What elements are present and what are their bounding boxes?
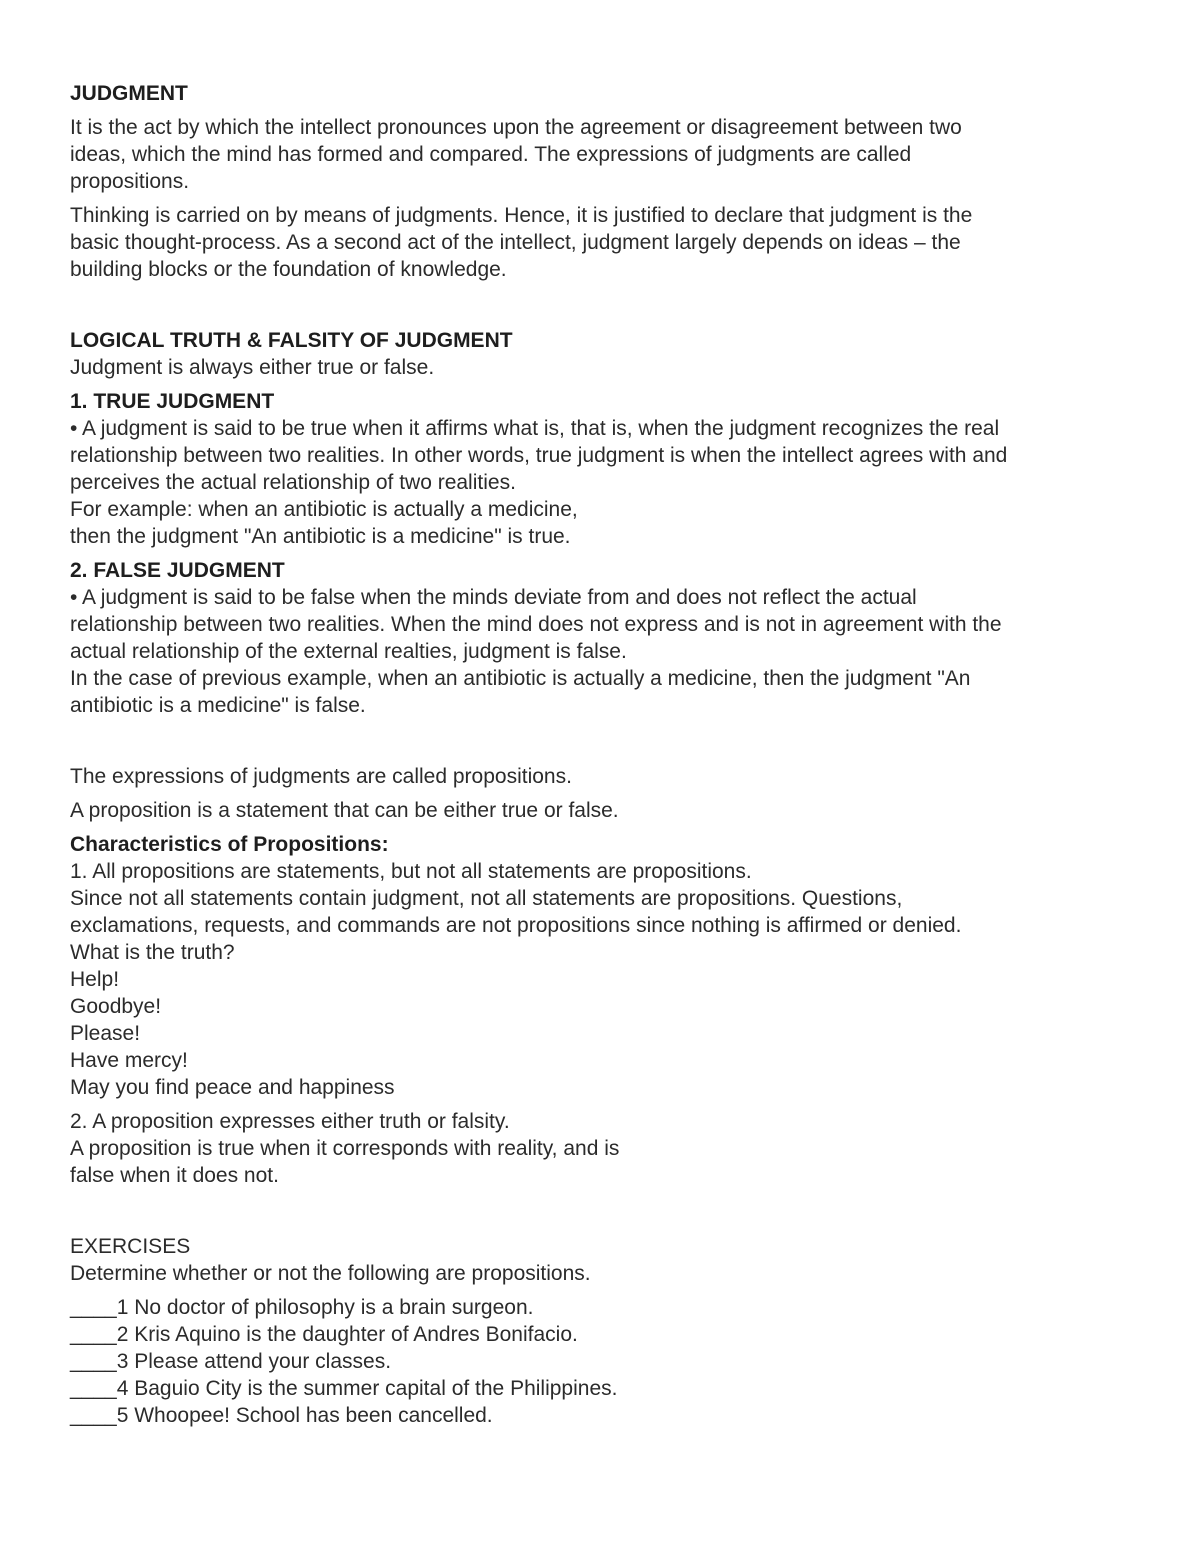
true-judgment-line: For example: when an antibiotic is actually a medicine, (70, 498, 578, 521)
false-judgment-line: actual relationship of the external realties, judgment is false. (70, 640, 627, 663)
characteristic-2-line: false when it does not. (70, 1164, 279, 1187)
characteristic-2-line: 2. A proposition expresses either truth or falsity. (70, 1110, 510, 1133)
propositions-line: The expressions of judgments are called propositions. (70, 765, 572, 788)
judgment-para1-line: propositions. (70, 170, 190, 193)
exercise-item: ____2 Kris Aquino is the daughter of Andres Bonifacio. (70, 1323, 578, 1346)
true-judgment-line: perceives the actual relationship of two realities. (70, 471, 516, 494)
true-judgment-line: then the judgment "An antibiotic is a medicine" is true. (70, 525, 571, 548)
document-page (70, 80, 1140, 1429)
logical-intro: Judgment is always either true or false. (70, 356, 435, 379)
false-judgment-line: In the case of previous example, when an antibiotic is actually a medicine, then the judgment "An (70, 667, 971, 690)
true-judgment-line: relationship between two realities. In other words, true judgment is when the intellect agrees with and (70, 444, 1008, 467)
false-judgment-heading: 2. FALSE JUDGMENT (70, 559, 285, 582)
judgment-heading: JUDGMENT (70, 82, 188, 105)
exercise-item: ____5 Whoopee! School has been cancelled. (70, 1404, 493, 1427)
exercises-heading: EXERCISES (70, 1235, 191, 1258)
exercise-item: ____1 No doctor of philosophy is a brain surgeon. (70, 1296, 534, 1319)
true-judgment-line: • A judgment is said to be true when it affirms what is, that is, when the judgment recognizes the real (70, 417, 1000, 440)
false-judgment-line: • A judgment is said to be false when the minds deviate from and does not reflect the actual (70, 586, 917, 609)
characteristic-1-example: Goodbye! (70, 995, 162, 1018)
characteristic-1-line: exclamations, requests, and commands are not propositions since nothing is affirmed or denied. (70, 914, 962, 937)
false-judgment-line: antibiotic is a medicine" is false. (70, 694, 366, 717)
judgment-para2-line: Thinking is carried on by means of judgments. Hence, it is justified to declare that judgment is the (70, 204, 973, 227)
characteristic-1-example: May you find peace and happiness (70, 1076, 395, 1099)
characteristic-2-line: A proposition is true when it corresponds with reality, and is (70, 1137, 620, 1160)
characteristic-1-example: Help! (70, 968, 120, 991)
propositions-line: A proposition is a statement that can be either true or false. (70, 799, 619, 822)
judgment-para1-line: ideas, which the mind has formed and compared. The expressions of judgments are called (70, 143, 912, 166)
judgment-para2-line: basic thought-process. As a second act of the intellect, judgment largely depends on ideas – the (70, 231, 961, 254)
characteristic-1-line: Since not all statements contain judgment, not all statements are propositions. Questions, (70, 887, 903, 910)
characteristic-1-example: Have mercy! (70, 1049, 188, 1072)
true-judgment-heading: 1. TRUE JUDGMENT (70, 390, 275, 413)
characteristics-heading: Characteristics of Propositions: (70, 833, 389, 856)
characteristic-1-line: 1. All propositions are statements, but not all statements are propositions. (70, 860, 752, 883)
characteristic-1-example: What is the truth? (70, 941, 235, 964)
judgment-para2-line: building blocks or the foundation of knowledge. (70, 258, 507, 281)
judgment-para1-line: It is the act by which the intellect pronounces upon the agreement or disagreement between two (70, 116, 962, 139)
exercise-item: ____3 Please attend your classes. (70, 1350, 392, 1373)
logical-heading: LOGICAL TRUTH & FALSITY OF JUDGMENT (70, 329, 513, 352)
exercise-item: ____4 Baguio City is the summer capital of the Philippines. (70, 1377, 618, 1400)
exercises-instruction: Determine whether or not the following are propositions. (70, 1262, 591, 1285)
characteristic-1-example: Please! (70, 1022, 141, 1045)
false-judgment-line: relationship between two realities. When the mind does not express and is not in agreement with the (70, 613, 1002, 636)
